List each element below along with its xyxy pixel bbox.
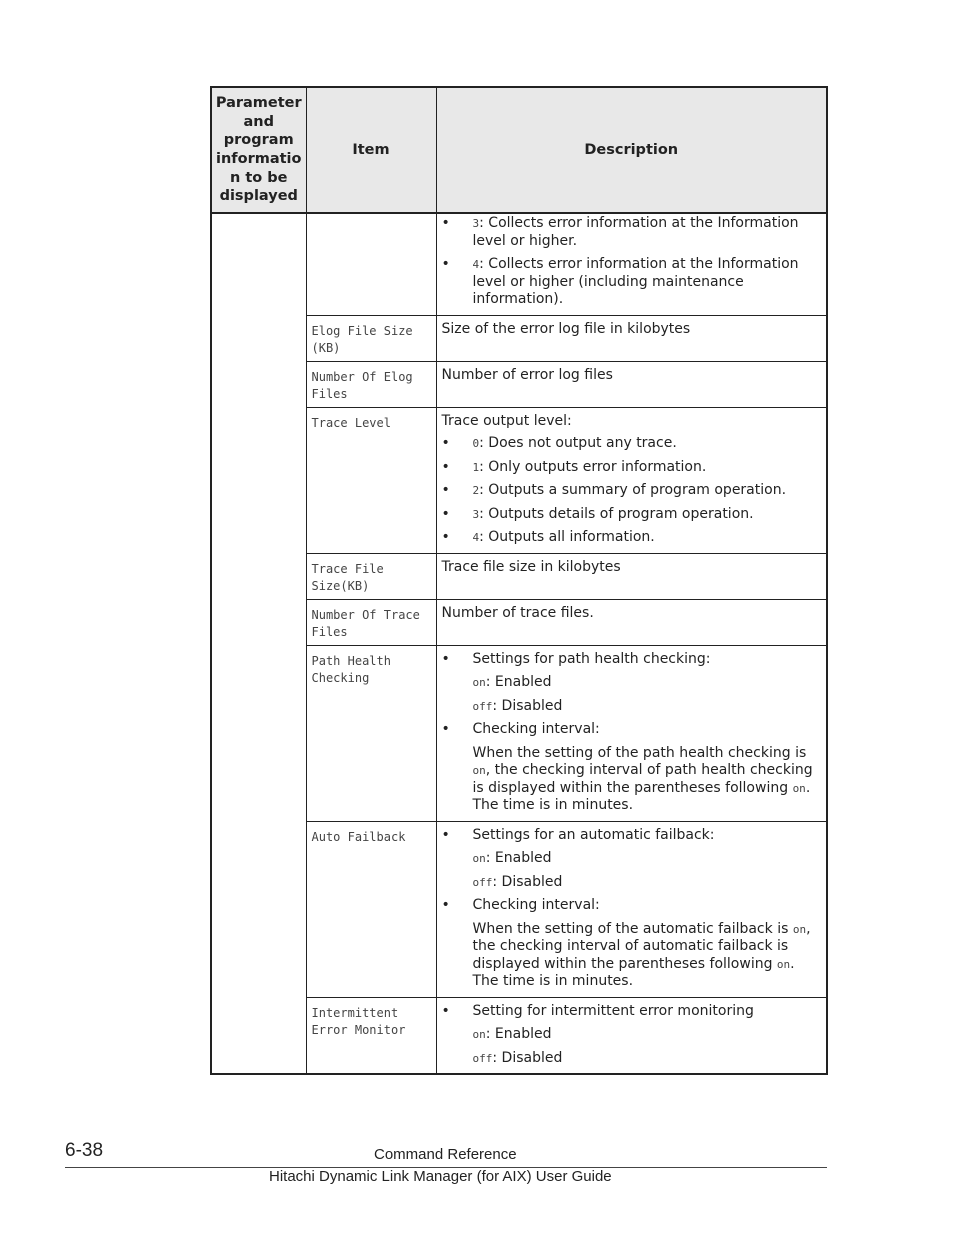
list-item: • Settings for an automatic failback: (442, 827, 823, 845)
desc-cell: Number of error log files (436, 361, 827, 407)
sub-item: on: Enabled (472, 1026, 552, 1042)
sub-item: on: Enabled (472, 674, 552, 690)
item-cell (306, 213, 436, 315)
desc-cell (436, 645, 827, 821)
parameter-table (210, 86, 828, 1075)
list-item: • Checking interval: (442, 721, 823, 739)
list-item: • Settings for path health checking: (442, 651, 823, 669)
desc-cell: Size of the error log file in kilobytes (436, 315, 827, 361)
desc-intro: Trace output level: (441, 412, 572, 429)
list-item: • Checking interval: (442, 897, 823, 915)
list-item: • 0: Does not output any trace. (442, 435, 823, 453)
list-item: • 3: Outputs details of program operation. (442, 506, 823, 524)
item-cell: Trace File Size(KB) (306, 553, 436, 599)
item-cell: Auto Failback (306, 821, 436, 997)
sub-item: on: Enabled (472, 850, 552, 866)
item-cell: Number Of Elog Files (306, 361, 436, 407)
item-cell: Intermittent Error Monitor (306, 997, 436, 1074)
sub-item: off: Disabled (472, 1049, 563, 1066)
param-cell (211, 213, 306, 1074)
table-row (211, 213, 827, 315)
list-item: • 3: Collects error information at the Information level or higher. (442, 215, 823, 250)
sub-item: off: Disabled (472, 697, 563, 714)
list-item: • 4: Collects error information at the Information level or higher (including maintenance information). (442, 256, 823, 309)
header-description: Description (436, 87, 827, 213)
list-item: • 1: Only outputs error information. (442, 459, 823, 477)
item-cell: Trace Level (306, 407, 436, 553)
header-item: Item (306, 87, 436, 213)
section-title: Command Reference (374, 1146, 517, 1163)
item-cell: Number Of Trace Files (306, 599, 436, 645)
desc-cell (436, 213, 827, 315)
desc-cell (436, 821, 827, 997)
list-item: • 4: Outputs all information. (442, 529, 823, 547)
sub-paragraph: When the setting of the automatic failback is on, the checking interval of automatic failback is displayed within the parentheses following on. The time is in minutes. (472, 920, 811, 989)
guide-title: Hitachi Dynamic Link Manager (for AIX) User Guide (269, 1168, 612, 1185)
table-header-row (211, 87, 827, 213)
list-item: • Setting for intermittent error monitoring (442, 1003, 823, 1021)
desc-cell (436, 407, 827, 553)
sub-paragraph: When the setting of the path health checking is on, the checking interval of path health checking is displayed within the parentheses following on. The time is in minutes. (472, 744, 813, 813)
sub-item: off: Disabled (472, 873, 563, 890)
desc-cell: Trace file size in kilobytes (436, 553, 827, 599)
page-number: 6-38 (65, 1140, 104, 1161)
desc-cell: Number of trace files. (436, 599, 827, 645)
item-cell: Elog File Size (KB) (306, 315, 436, 361)
header-param: Parameter and program informatio n to be displayed (211, 87, 306, 213)
desc-cell (436, 997, 827, 1074)
list-item: • 2: Outputs a summary of program operation. (442, 482, 823, 500)
item-cell: Path Health Checking (306, 645, 436, 821)
